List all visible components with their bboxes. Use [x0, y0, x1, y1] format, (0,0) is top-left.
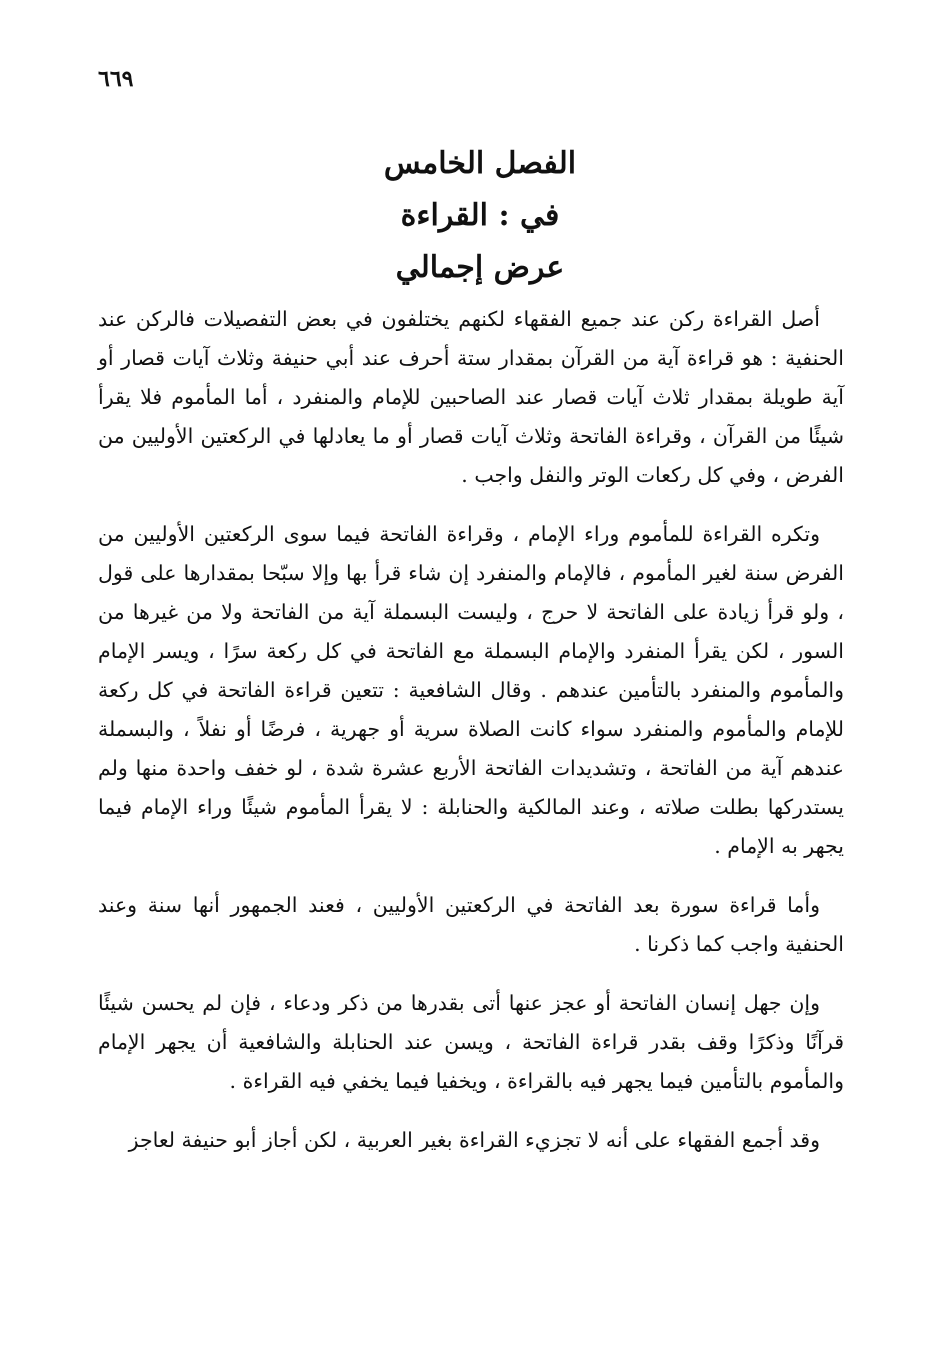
body-text [98, 300, 844, 1180]
chapter-heading-block [300, 138, 660, 294]
paragraph-5: وقد أجمع الفقهاء على أنه لا تجزيء القراءة بغير العربية ، لكن أجاز أبو حنيفة لعاجز [128, 1128, 820, 1152]
chapter-title: الفصل الخامس [383, 146, 577, 181]
chapter-subtitle: في : القراءة [400, 198, 560, 233]
paragraph-3: وأما قراءة سورة بعد الفاتحة في الركعتين الأوليين ، فعند الجمهور أنها سنة وعند الحنفية واجب كما ذكرنا . [98, 893, 844, 956]
paragraph-4: وإن جهل إنسان الفاتحة أو عجز عنها أتى بقدرها من ذكر ودعاء ، فإن لم يحسن شيئًا قرآنًا وذكرًا وقف بقدر قراءة الفاتحة ، ويسن عند الحنابلة والشافعية أن يجهر الإمام والمأموم بالتأمين فيما يجهر فيه بالقراءة ، ويخفيا فيما يخفي فيه القراءة . [98, 991, 844, 1093]
section-title: عرض إجمالي [395, 250, 565, 285]
paragraph-1: أصل القراءة ركن عند جميع الفقهاء لكنهم يختلفون في بعض التفصيلات فالركن عند الحنفية : هو قراءة آية من القرآن بمقدار ستة أحرف عند أبي حنيفة وثلاث آيات قصار أو آية طويلة بمقدار ثلاث آيات قصار عند الصاحبين للإمام والمنفرد ، أما المأموم فلا يقرأ شيئًا من القرآن ، وقراءة الفاتحة وثلاث آيات قصار أو ما يعادلها في الركعتين الأوليين من الفرض ، وفي كل ركعات الوتر والنفل واجب . [98, 307, 844, 487]
paragraph-2: وتكره القراءة للمأموم وراء الإمام ، وقراءة الفاتحة فيما سوى الركعتين الأوليين من الفرض سنة لغير المأموم ، فالإمام والمنفرد إن شاء قرأ بها وإلا سبّحا بمقدارها على قول ، ولو قرأ زيادة على الفاتحة لا حرج ، وليست البسملة آية من الفاتحة ولا من غيرها من السور ، لكن يقرأ المنفرد والإمام البسملة مع الفاتحة في كل ركعة سرًا ، ويسر الإمام والمأموم والمنفرد بالتأمين عندهم . وقال الشافعية : تتعين قراءة الفاتحة في كل ركعة للإمام والمأموم والمنفرد سواء كانت الصلاة سرية أو جهرية ، فرضًا أو نفلاً ، والبسملة عندهم آية من الفاتحة ، وتشديدات الفاتحة الأربع عشرة شدة ، لو خفف واحدة منها ولم يستدركها بطلت صلاته ، وعند المالكية والحنابلة : لا يقرأ المأموم شيئًا وراء الإمام فيما يجهر به الإمام . [98, 522, 844, 858]
page-number: ٦٦٩ [98, 66, 134, 92]
